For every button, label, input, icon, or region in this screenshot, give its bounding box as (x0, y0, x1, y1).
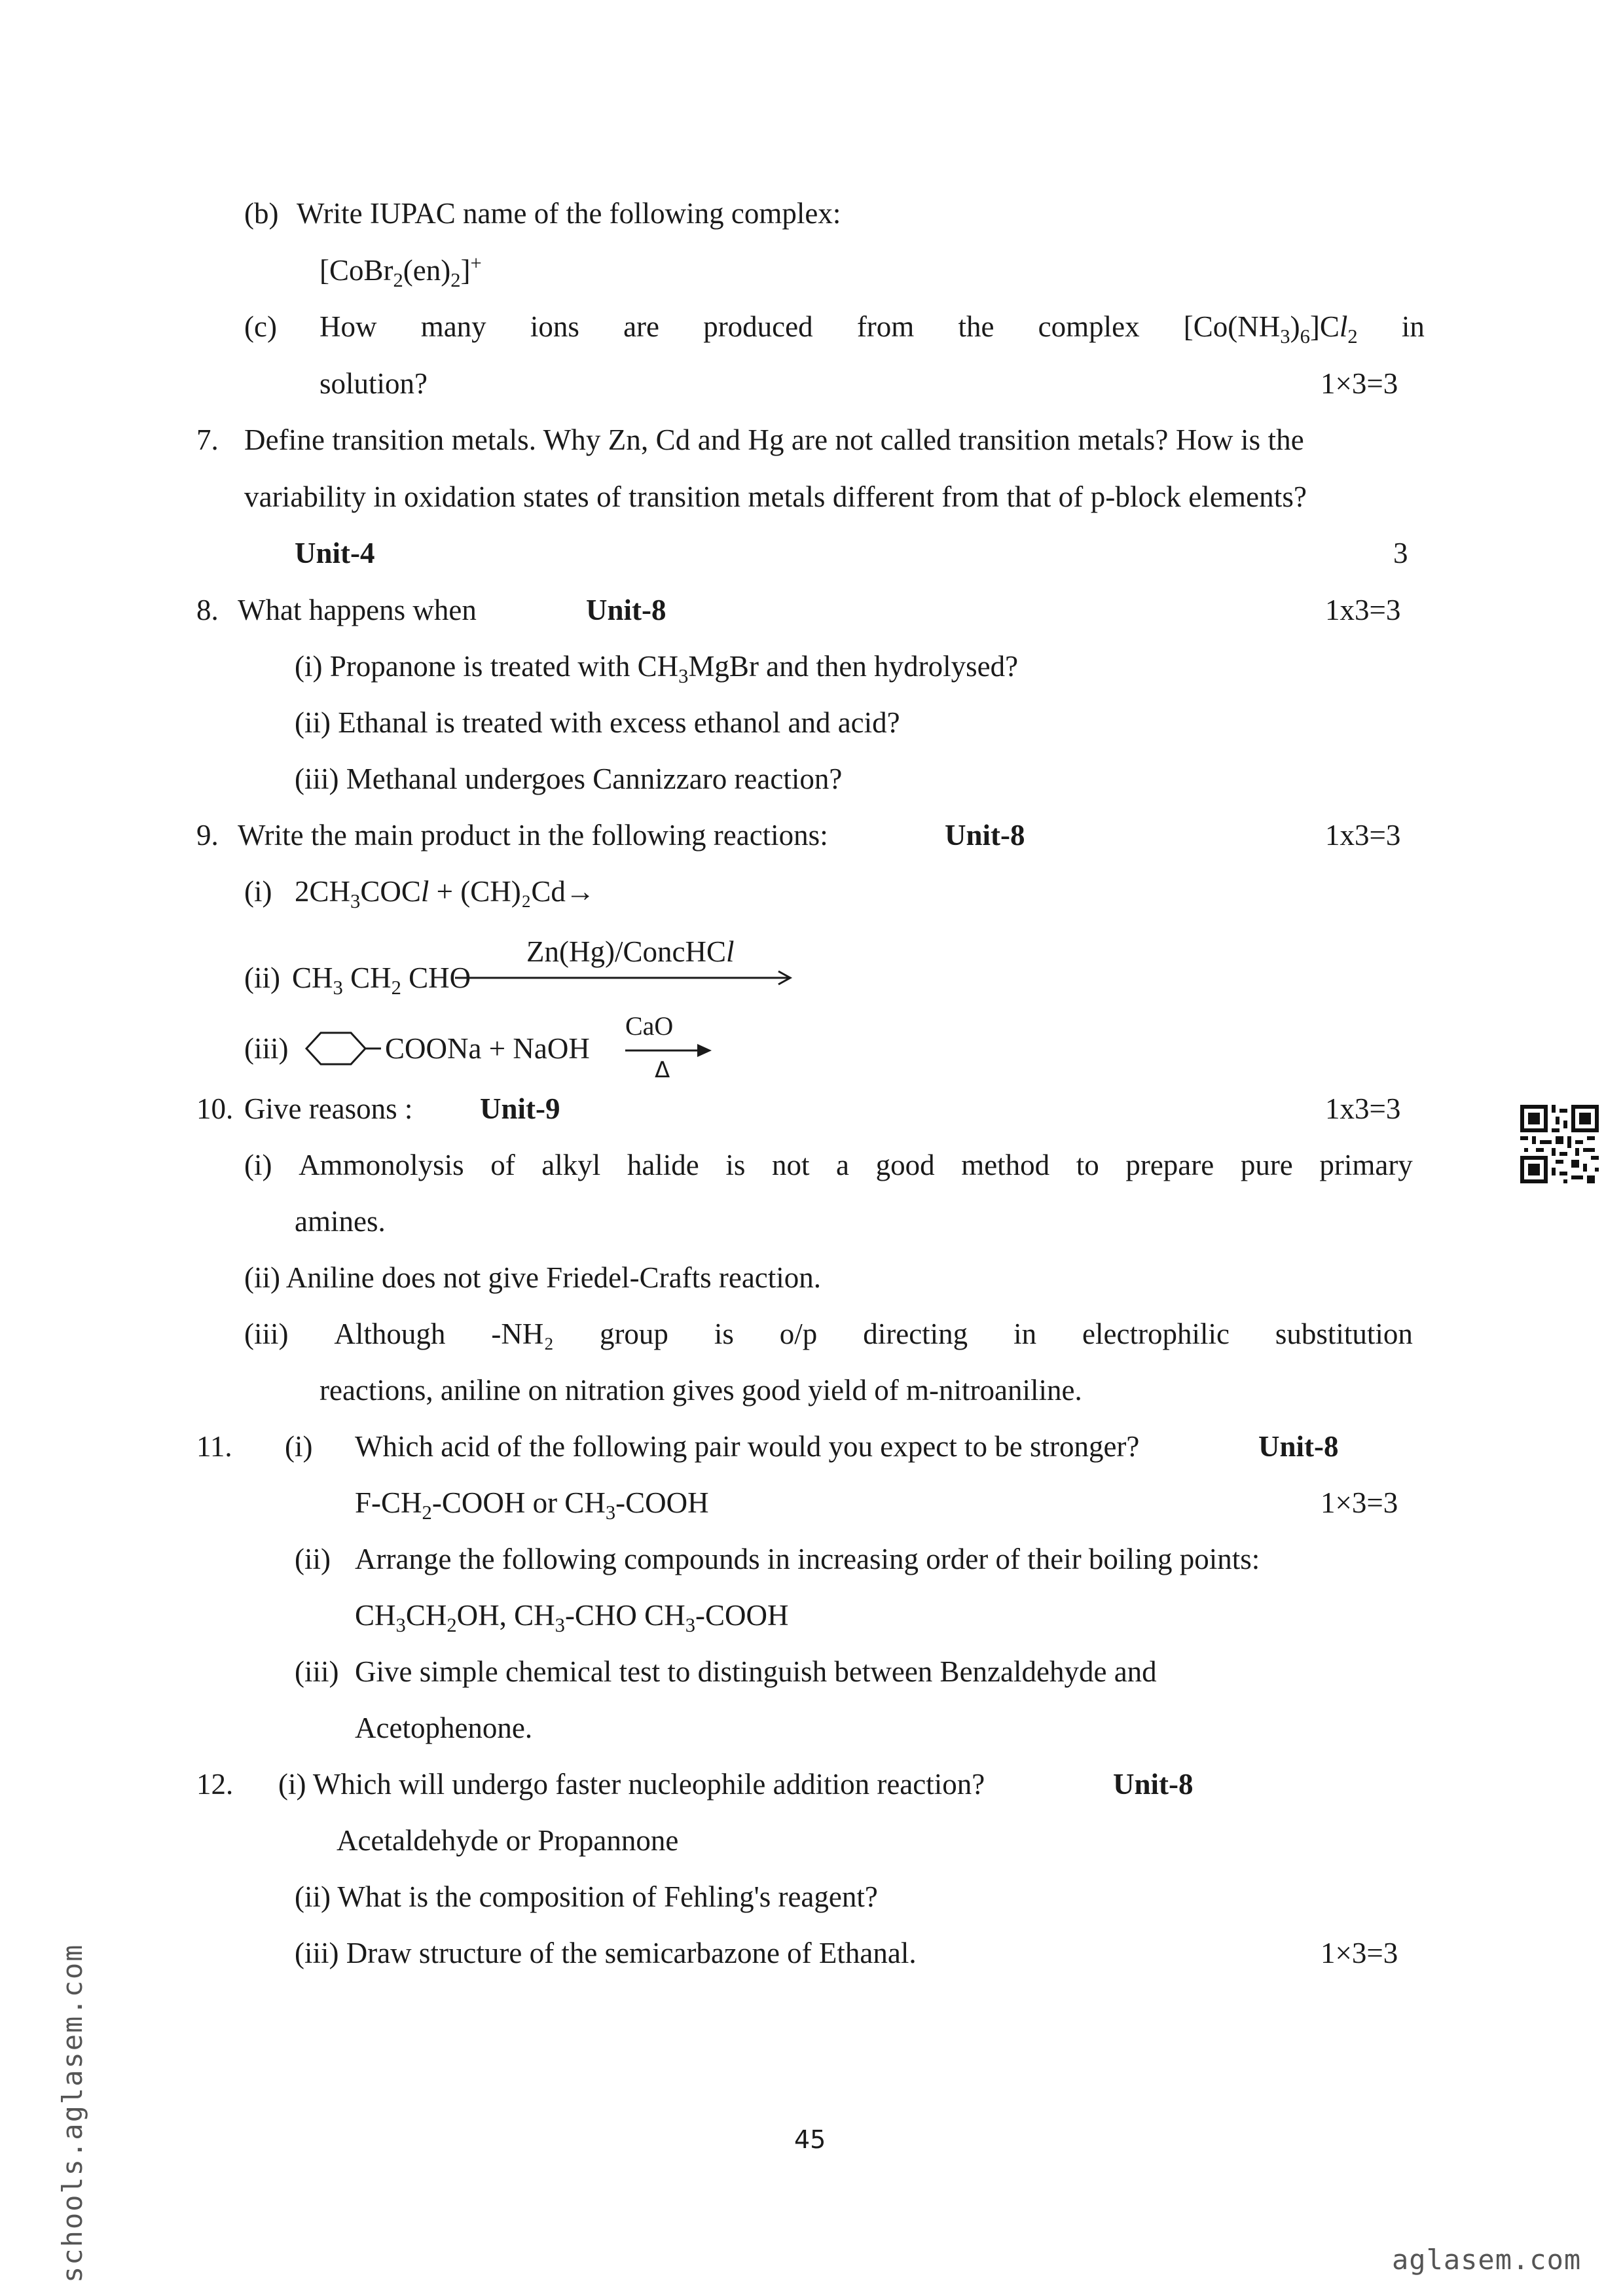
word: complex (1038, 310, 1140, 343)
qr-code-icon[interactable] (1520, 1105, 1599, 1183)
q11-i-pair: $F-CH_2$-COOH or $CH_3$-COOH (355, 1486, 709, 1524)
q12-i-continuation: Acetaldehyde or Propannone (337, 1824, 679, 1857)
cyclohexane-ring-icon (300, 1026, 385, 1072)
q12-marks: 1×3=3 (1321, 1937, 1398, 1969)
q8-part-iii: (iii) Methanal undergoes Cannizzaro reaction? (295, 762, 843, 795)
word: the (958, 310, 994, 343)
word: substitution (1275, 1318, 1413, 1350)
word: from (856, 310, 915, 343)
word: o/p (779, 1318, 818, 1350)
corner-watermark: aglasem.com (1392, 2244, 1582, 2276)
q7-marks: 3 (1393, 537, 1408, 569)
q6c-formula: $[Co(NH_3)_6]Cl_2$ (1183, 310, 1358, 348)
q11-ii-text: Arrange the following compounds in increasing order of their boiling points: (355, 1543, 1260, 1575)
q9-ii-reaction-arrow (455, 969, 795, 988)
word: good (875, 1149, 935, 1181)
q8-part-ii: (ii) Ethanal is treated with excess ethanol and acid? (295, 706, 900, 739)
q11-i-text: Which acid of the following pair would you expect to be stronger? (355, 1430, 1140, 1463)
q9-ii-label: (ii) (244, 961, 280, 994)
q11-ii-list: $CH_3CH_2OH$, $CH_3$-CHO $CH_3$-COOH (355, 1599, 789, 1636)
q9-ii-reagent: Zn(Hg)/ConcHCl (526, 935, 735, 968)
word: method (961, 1149, 1050, 1181)
word: produced (703, 310, 813, 343)
q9-iii-reaction-arrow (625, 1041, 717, 1060)
q12-iii-text: (iii) Draw structure of the semicarbazone of Ethanal. (295, 1937, 917, 1969)
word: Although (334, 1318, 446, 1350)
word: is (725, 1149, 746, 1181)
q10-part-ii: (ii) Aniline does not give Friedel-Crafts reaction. (244, 1261, 822, 1294)
q9-number: 9. (196, 819, 219, 852)
q11-iii-text: Give simple chemical test to distinguish between Benzaldehyde and (355, 1655, 1157, 1688)
word: Ammonolysis (299, 1149, 464, 1181)
q11-i-label: (i) (285, 1430, 313, 1463)
q10-marks: 1x3=3 (1325, 1092, 1401, 1125)
q10-part-i-continuation: amines. (295, 1205, 386, 1238)
q9-marks: 1x3=3 (1325, 819, 1401, 852)
q6c-continuation: solution? (319, 367, 428, 400)
word: (i) (244, 1149, 272, 1181)
word: ions (530, 310, 579, 343)
word: electrophilic (1082, 1318, 1230, 1350)
q9-i-equation: $2CH_3COCl + (CH)_2Cd\to$ (295, 875, 595, 912)
word: (iii) (244, 1318, 289, 1350)
word: pure (1240, 1149, 1293, 1181)
q8-unit: Unit-8 (586, 594, 666, 626)
word: in (1013, 1318, 1037, 1350)
word: to (1076, 1149, 1099, 1181)
q9-ii-reactant: $CH_3$ $CH_2$ CHO (292, 961, 471, 999)
q9-iii-reactants: COONa + NaOH (385, 1032, 590, 1065)
q12-number: 12. (196, 1768, 234, 1801)
q7-line2: variability in oxidation states of transition metals different from that of p-block elements? (244, 480, 1307, 513)
q9-iii-label: (iii) (244, 1032, 289, 1065)
q9-stem: Write the main product in the following reactions: (238, 819, 828, 852)
q6c-label: (c) (244, 310, 277, 343)
word: -NH₂ (491, 1318, 555, 1350)
word: halide (627, 1149, 699, 1181)
q7-line1: Define transition metals. Why Zn, Cd and Hg are not called transition metals? How is the (244, 423, 1304, 456)
q11-ii-label: (ii) (295, 1543, 331, 1575)
q12-ii-text: (ii) What is the composition of Fehling's reagent? (295, 1880, 878, 1913)
word: is (714, 1318, 734, 1350)
q11-marks: 1×3=3 (1321, 1486, 1398, 1519)
q7-unit: Unit-4 (295, 537, 375, 569)
q10-number: 10. (196, 1092, 234, 1125)
word: in (1401, 310, 1425, 343)
word: group (599, 1318, 668, 1350)
q7-number: 7. (196, 423, 219, 456)
q10-part-i-line (244, 1151, 1413, 1180)
word: prepare (1125, 1149, 1214, 1181)
word: How (319, 310, 377, 343)
q8-marks: 1x3=3 (1325, 594, 1401, 626)
q10-stem: Give reasons : (244, 1092, 413, 1125)
q6c-line (319, 310, 1425, 348)
q9-iii-reagent-bottom: Δ (655, 1057, 670, 1083)
q9-iii-reagent-top: CaO (625, 1011, 674, 1041)
word: a (836, 1149, 850, 1181)
q8-number: 8. (196, 594, 219, 626)
q10-part-iii-continuation: reactions, aniline on nitration gives good yield of m-nitroaniline. (319, 1374, 1082, 1407)
q11-iii-label: (iii) (295, 1655, 339, 1688)
word: directing (863, 1318, 968, 1350)
q6-marks: 1×3=3 (1321, 367, 1398, 400)
q12-unit: Unit-8 (1113, 1768, 1194, 1801)
q11-iii-continuation: Acetophenone. (355, 1712, 533, 1744)
q11-number: 11. (196, 1430, 232, 1463)
q10-unit: Unit-9 (480, 1092, 560, 1125)
side-watermark: schools.aglasem.com (56, 1943, 88, 2283)
word: alkyl (541, 1149, 601, 1181)
word: not (771, 1149, 810, 1181)
q9-unit: Unit-8 (945, 819, 1025, 852)
word: primary (1319, 1149, 1413, 1181)
page-number: 45 (794, 2125, 826, 2154)
q6b-label: (b) (244, 197, 279, 230)
q8-stem: What happens when (238, 594, 477, 626)
q11-unit: Unit-8 (1258, 1430, 1339, 1463)
word: many (420, 310, 486, 343)
q6b-formula: $[CoBr_2(en)_2]^+$ (319, 252, 482, 291)
q12-i-text: (i) Which will undergo faster nucleophile addition reaction? (278, 1768, 985, 1801)
q6b-text: Write IUPAC name of the following complex: (297, 197, 841, 230)
q9-i-label: (i) (244, 875, 272, 908)
q10-part-iii-line (244, 1319, 1413, 1349)
word: are (623, 310, 659, 343)
word: of (490, 1149, 515, 1181)
q8-part-i: (i) Propanone is treated with $CH_3MgBr$ and then hydrolysed? (295, 650, 1019, 687)
